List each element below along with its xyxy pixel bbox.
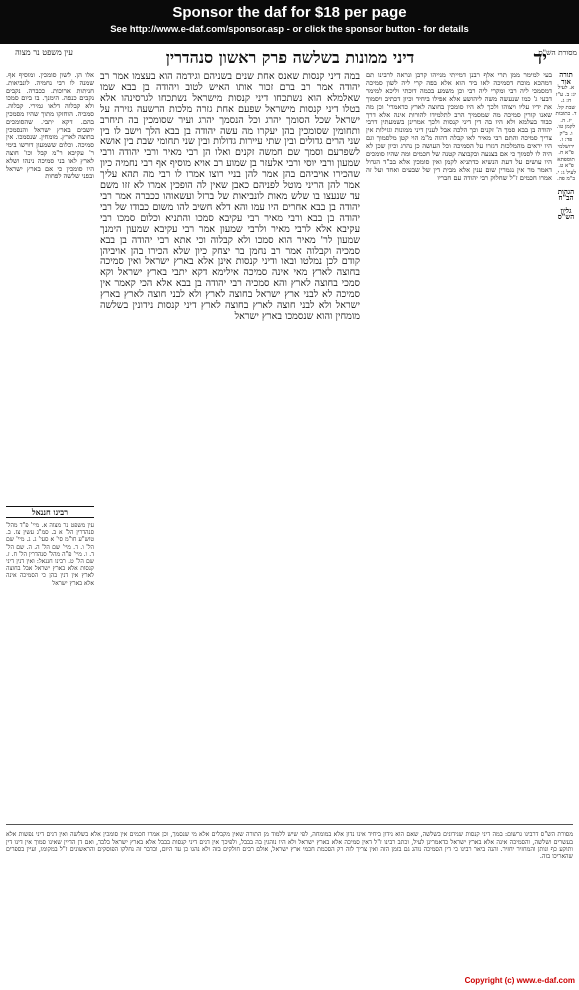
sponsor-subtitle[interactable]: See http://www.e-daf.com/sponsor.asp - or click the sponsor button - for details (110, 24, 469, 35)
talmud-page (0, 44, 579, 974)
tosafot-text: בעי למימר ממן תרי אלף רבנן דמייתי מנייהו קרבן ונראה לרבינו תם דמהכא מוכח דסמיכה לאו ביד הוא אלא בפה קרי ליה לשון סמיכה דמסמכי ליה רבי ומקרי ליה רבי וכן משמע בכמה דוכתי וליכא למימר דבעי ג' כמו שנעשה משה ליהושע אלא אפילו ביחיד וכיון דכתיב ויסמוך את ידיו עליו ויצוהו ולכך לא היו סומכין בחוצה לארץ כדאמרי' וכן מה שאנו קורין סמיכה מה שמסמיך הרב לתלמידו להורות אינה אלא דרך כבוד בעלמא ולא היו בה דין דיני קנסות ולכך אמרינן בשמעתין דרבי יהודה בן בבא סמך ה' זקנים וכך הלכה אבל לענין דיני ממונות וגזילות אין צריך סמיכה והתם רבי מאיר לאו קבלה דהוה מ"מ הוי קטן מלסמוך וגם היו יראים מהמלכות דגזרו על הסמיכה וכל העושה כן נהרג וכיון שכן לא היה לו לסמוך כי אם בצנעה ובקבוצה קטנה של חכמים ומה שהיו סומכים היו עושים על דעת הנשיא כדתניא לקמן ואין סומכין אלא בב"ד הגדול דאמר מר אין נגמרין שום ענין אלא מבית דין של שבעים ואחד ועל זה אמרו חכמים ז"ל שחלוק רבי יהודה עם חבריו (366, 72, 552, 182)
gemara-text: במה דיני קנסות שאנס אחת שנים בשניהם וגידמה הוא בעצמו אמר רב יהודה אמר רב ברם זכור אותו האיש לטוב ויהודה בן בבא שמו שאלמלא הוא נשתכחו דיני קנסות מישראל נשתכחו לגרסינהו אלא בטלו דיני קנסות מישראל שפעם אחת גזרה מלכות הרשעה גזירה על ישראל שכל הסומך יהרג וכל הנסמך יהרג ועיר שסומכין בה תיחרב ותחומין שסומכין בהן יעקרו מה עשה יהודה בן בבא הלך וישב לו בין שני הרים גדולים ובין שתי עיירות גדולות ובין שני תחומי שבת בין אושא לשפרעם וסמך שם חמשה זקנים ואלו הן רבי מאיר ורבי יהודה ורבי שמעון ורבי יוסי ורבי אלעזר בן שמוע רב אויא מוסיף אף רבי נחמיה כיון שהכירו אויביהם בהן אמר להן בניי רוצו אמרו לו רבי מה תהא עליך אמר להן הריני מוטל לפניהם כאבן שאין לה הופכין אמרו לא זזו משם עד שנעצו בו שלש מאות לונביאות של ברזל ועשאוהו ככברה אמר רבי יהודה בן בבא אחרים היו עמו והא דלא חשיב להו משום כבודו של רבי יהודה בן בבא ורבי מאיר רבי עקיבא סמכו והתניא וכלום סמכו רבי עקיבא אלא לרבי מאיר ולרבי שמעון אמר רבי עקיבא שמעון הימנך שמעון לר' מאיר הוא סמכו ולא קבלוה וכי אתא רבי יהודה בן בבא סמכיה וקבלוה אמר רב נחמן בר יצחק כיון שלא הכירו בהן אויביהן קודם לכן נמלטו ובאו ודיני קנסות אינן אלא בארץ ישראל ואין סמיכה בחוצה לארץ מאי אינה סמיכה אילימא דקא יתבי בארץ ישראל וקא סמכי בחוצה לארץ והא סמכיה רבי יהודה בן בבא אלא הכי קאמר אין סמיכה לא לבני ארץ ישראל בחוצה לארץ ולא לבני חוצה לארץ בארץ ישראל ולא לבני חוצה לארץ בחוצה לארץ דיני קנסות נידונין בשלשה מומחין והוא שנסמכו בארץ ישראל (100, 72, 360, 322)
hagahot-label: הגהות הב"ח (557, 186, 575, 202)
torah-or-label: תורה אור (559, 72, 573, 86)
rabbeinu-chananel-label (6, 506, 94, 518)
sponsor-banner[interactable] (0, 0, 579, 44)
margin-text: א. לעיל יג: ב. ע"ז ח: ג. שבת קל. ד. כתובות יז. ה. לקמן טו. ו. ב"ק פד: ז. ירושלמי פ"א ח. תוספתא פ"א ט. לעיל ג: י. ב"מ פה. (555, 85, 577, 182)
notes-text: עין משפט נר מצוה א. מיי' פ"ד מהל' סנהדרין הל' א ב. סמ"ג עשין צז. ב. טוש"ע חו"מ סי' א סעי' ג. ג. מיי' שם הל' ו. ד. מיי' שם הל' ה. ה. שם הל' ד. ו. מיי' פ"ה מהל' סנהדרין הל' ח. ז. שם הל' ט. רבינו חננאל: ואין דנין דיני קנסות אלא בארץ ישראל אבל בחוצה לארץ אין דנין בהן כי הסמיכה אינה אלא בארץ ישראל (6, 522, 94, 587)
bottom-text: מסורת הש"ס דרבינו גרשום: במה דיני קנסות שנידונים בשלשה, שאם הוא נידון ביחיד אינו נדון אלא במומחה, לפי שיש ללמוד מן התורה שאין מקבלים אלא מי שנסמך, וכן אמרו חכמים אין סומכין אלא בשלשה ואין דנים דיני נפשות אלא בעשרים ושלשה, והסמיכה אינה אלא בארץ ישראל כדאמרינן לעיל, וכתב רבינו ז"ל דאין סמיכה אלא בארץ ישראל ולא היו נוהגין בה בבבל, ולפיכך אין דנים דיני קנסות בבבל אלא בארץ ישראל בלבד, ואם דן הדיין שאינו סמוך אין דינו דין ותוקע כף ונותן והמחזיר יחזיר. והנה ביאר רבינו כי דין הסמיכה נוהג גם בזמן הזה ואין צריך לזה רק הסכמת חכמי ארץ ישראל, אולם רבים חולקים בזה ולא נהגו כן עד היום, ובדבר זה נחלקו הפוסקים והראשונים ז"ל במקומו, ועיין בספרים שהאריכו בזה. (6, 831, 573, 861)
ein-mishpat-header: עין משפט נר מצוה (15, 48, 73, 57)
margin-column (555, 72, 577, 822)
rabbeinu-chananel-text: רבינו חננאל (31, 507, 69, 517)
chapter-header: דיני ממונות בשלשה פרק ראשון סנהדרין (165, 48, 415, 67)
page-number: יד (533, 48, 547, 69)
masoret-header: מסורת הש"ס (538, 48, 577, 57)
rashi-column (6, 72, 94, 502)
rashi-text: אלו הן. לשון סומכין. ומוסיף אף. שמנה לו רבי נחמיה. לונביאות. חניתות ארוכות. ככברה. נקבים נקבים כנפה. הימנך. בו ביום סמכו ולא קבלוה דלאו גמירי. קבלוה. סמכיה. הוחזקו מתוך שהיו מסמכין בהם. דקא יתבי. שהסומכים יושבים בארץ ישראל והנסמכין בחוצה לארץ. מומחין. שנסמכו. אין סמיכה. וכלום ששמעון דורשו בימי ר' עקיבא ר"מ קבל וכו' חוצה לארץ לאו בני סמיכה נינהו ושלא היו סומכין כי אם בארץ ישראל ובפני שלשה לפחות (6, 72, 94, 181)
bottom-commentary (6, 824, 573, 973)
sponsor-title[interactable]: Sponsor the daf for $18 per page (172, 4, 407, 21)
gemara-column (100, 72, 360, 822)
notes-column (6, 522, 94, 835)
tosafot-column (366, 72, 552, 822)
gilyon-label: גליון הש"ס (557, 205, 575, 221)
copyright-link[interactable]: Copyright (c) www.e-daf.com (464, 976, 575, 985)
